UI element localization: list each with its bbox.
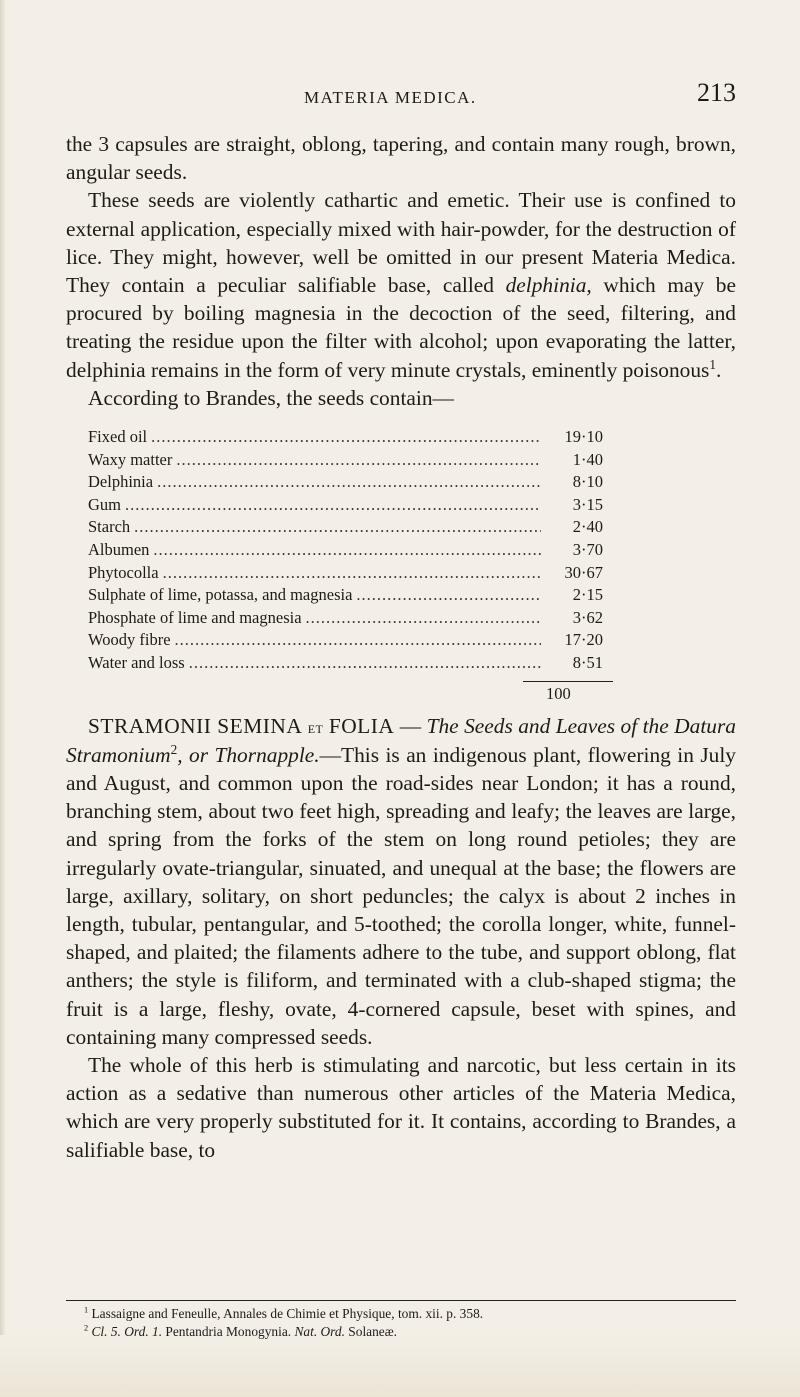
stramonium-heading: STRAMONII SEMINA	[88, 713, 303, 738]
paragraph-stramonium-action	[66, 1051, 736, 1164]
stramonium-heading-folia: FOLIA	[328, 713, 395, 738]
seeds-use-text-a: These seeds are violently cathartic and emetic. Their use is confined to external application, especially mixed with hair-powder, for the destruction of lice. They might, however, well be omitted in our present Materia Medica. They contain a peculiar salifiable base, called	[66, 188, 736, 298]
component-value: 19·10	[564, 427, 603, 447]
stramonium-heading-et: et	[307, 716, 324, 737]
table-row	[88, 539, 603, 562]
page-bottom-shade	[0, 1335, 800, 1397]
component-name: Phytocolla	[88, 562, 159, 582]
leader-dots	[157, 471, 541, 494]
component-value: 8·10	[572, 472, 603, 492]
footnote-2-family: Solaneæ.	[344, 1324, 398, 1339]
footnote-2-order: Pentandria Monogynia.	[162, 1324, 292, 1339]
footnote-ref-2[interactable]: 2	[170, 741, 178, 757]
table-row	[88, 562, 603, 585]
leader-dots	[356, 584, 541, 607]
component-name: Starch	[88, 517, 131, 537]
leader-dots	[176, 449, 541, 472]
paragraph-brandes-intro	[66, 384, 736, 412]
leader-dots	[306, 607, 541, 630]
component-name: Waxy matter	[88, 449, 173, 469]
table-row	[88, 607, 603, 630]
brandes-intro-text: According to Brandes, the seeds contain—	[88, 385, 454, 410]
heading-dash: —	[394, 713, 427, 738]
delphinia-term: delphinia,	[505, 273, 592, 298]
stramonium-description: —This is an indigenous plant, flowering in July and August, and common upon the road-sides near London; it has a round, branching stem, about two feet high, spreading and leafy; the leaves are large, and spring from the forks of the stem on long round petioles; they are irregularly ovate-triangular, sinuated, and unequal at the base; the flowers are large, axillary, solitary, on short peduncles; the calyx is about 2 inches in length, tubular, pentangular, and 5-toothed; the corolla longer, white, funnel-shaped, and plaited; the filaments adhere to the tube, and support oblong, flat anthers; the style is filiform, and terminated with a club-shaped stigma; the fruit is a large, fleshy, ovate, 4-cornered capsule, beset with spines, and containing many compressed seeds.	[66, 742, 736, 1049]
component-value: 8·51	[572, 652, 603, 672]
footnote-2-nat-ord: Nat. Ord.	[291, 1324, 345, 1339]
paragraph-capsules	[66, 130, 736, 186]
component-value: 2·15	[572, 585, 603, 605]
footnote-mark-2: 2	[84, 1323, 89, 1333]
table-row	[88, 584, 603, 607]
leader-dots	[151, 426, 541, 449]
footnote-mark-1: 1	[84, 1305, 89, 1315]
page-number: 213	[697, 78, 736, 107]
stramonium-action-text: The whole of this herb is stimulating and narcotic, but less certain in its action as a sedative than numerous other articles of the Materia Medica, which are very properly substituted for it. It contains, according to Brandes, a salifiable base, to	[66, 1053, 736, 1162]
stramonium-subtitle-a: The Seeds and Leaves of the Datura Stramonium	[66, 713, 736, 767]
table-row	[88, 629, 603, 652]
component-name: Phosphate of lime and magnesia	[88, 607, 302, 627]
component-name: Gum	[88, 494, 121, 514]
paragraph-capsules-text: the 3 capsules are straight, oblong, tapering, and contain many rough, brown, angular seeds.	[66, 132, 736, 185]
component-value: 3·70	[572, 540, 603, 559]
page-header	[66, 78, 736, 118]
analysis-total: 100	[546, 683, 571, 703]
table-row	[88, 471, 603, 494]
component-name: Woody fibre	[88, 630, 171, 650]
footnote-2	[66, 1323, 736, 1341]
component-value: 3·62	[572, 607, 603, 627]
table-row	[88, 516, 603, 539]
component-name: Fixed oil	[88, 427, 148, 447]
component-value: 2·40	[572, 517, 603, 537]
seeds-use-end: .	[716, 357, 722, 382]
footnote-1-text: Lassaigne and Feneulle, Annales de Chimie et Physique, tom. xii. p. 358.	[88, 1306, 484, 1321]
component-value: 3·15	[572, 494, 603, 514]
footnotes	[66, 1300, 736, 1341]
leader-dots	[189, 652, 541, 675]
footnote-ref-1[interactable]: 1	[709, 356, 716, 372]
total-rule	[523, 681, 613, 682]
leader-dots	[153, 539, 541, 562]
table-row	[88, 449, 603, 472]
component-value: 17·20	[564, 630, 603, 650]
seed-analysis-table	[88, 426, 603, 704]
paragraph-seeds-use	[66, 186, 736, 383]
table-row	[88, 494, 603, 517]
table-row	[88, 652, 603, 675]
page-body	[66, 130, 736, 1164]
component-name: Delphinia	[88, 472, 154, 492]
component-name: Sulphate of lime, potassa, and magnesia	[88, 585, 353, 605]
page-spine-shadow	[0, 0, 6, 1397]
paragraph-stramonium	[66, 712, 736, 1051]
footnote-rule	[66, 1300, 736, 1301]
leader-dots	[175, 629, 541, 652]
component-name: Albumen	[88, 540, 150, 559]
component-value: 1·40	[572, 449, 603, 469]
table-row	[88, 426, 603, 449]
stramonium-subtitle-b: , or Thornapple.	[177, 742, 320, 767]
leader-dots	[134, 516, 541, 539]
footnote-1	[66, 1305, 736, 1323]
leader-dots	[125, 494, 541, 517]
component-value: 30·67	[564, 562, 603, 582]
footnote-2-classification: Cl. 5. Ord. 1.	[88, 1324, 163, 1339]
component-name: Water and loss	[88, 652, 185, 672]
leader-dots	[163, 562, 541, 585]
seeds-use-text-b: which may be procured by boiling magnesia in the decoction of the seed, filtering, and treating the residue upon the filter with alcohol; upon evaporating the latter, delphinia remains in the form of very minute crystals, eminently poisonous	[66, 273, 736, 382]
running-head: MATERIA MEDICA.	[304, 88, 477, 107]
